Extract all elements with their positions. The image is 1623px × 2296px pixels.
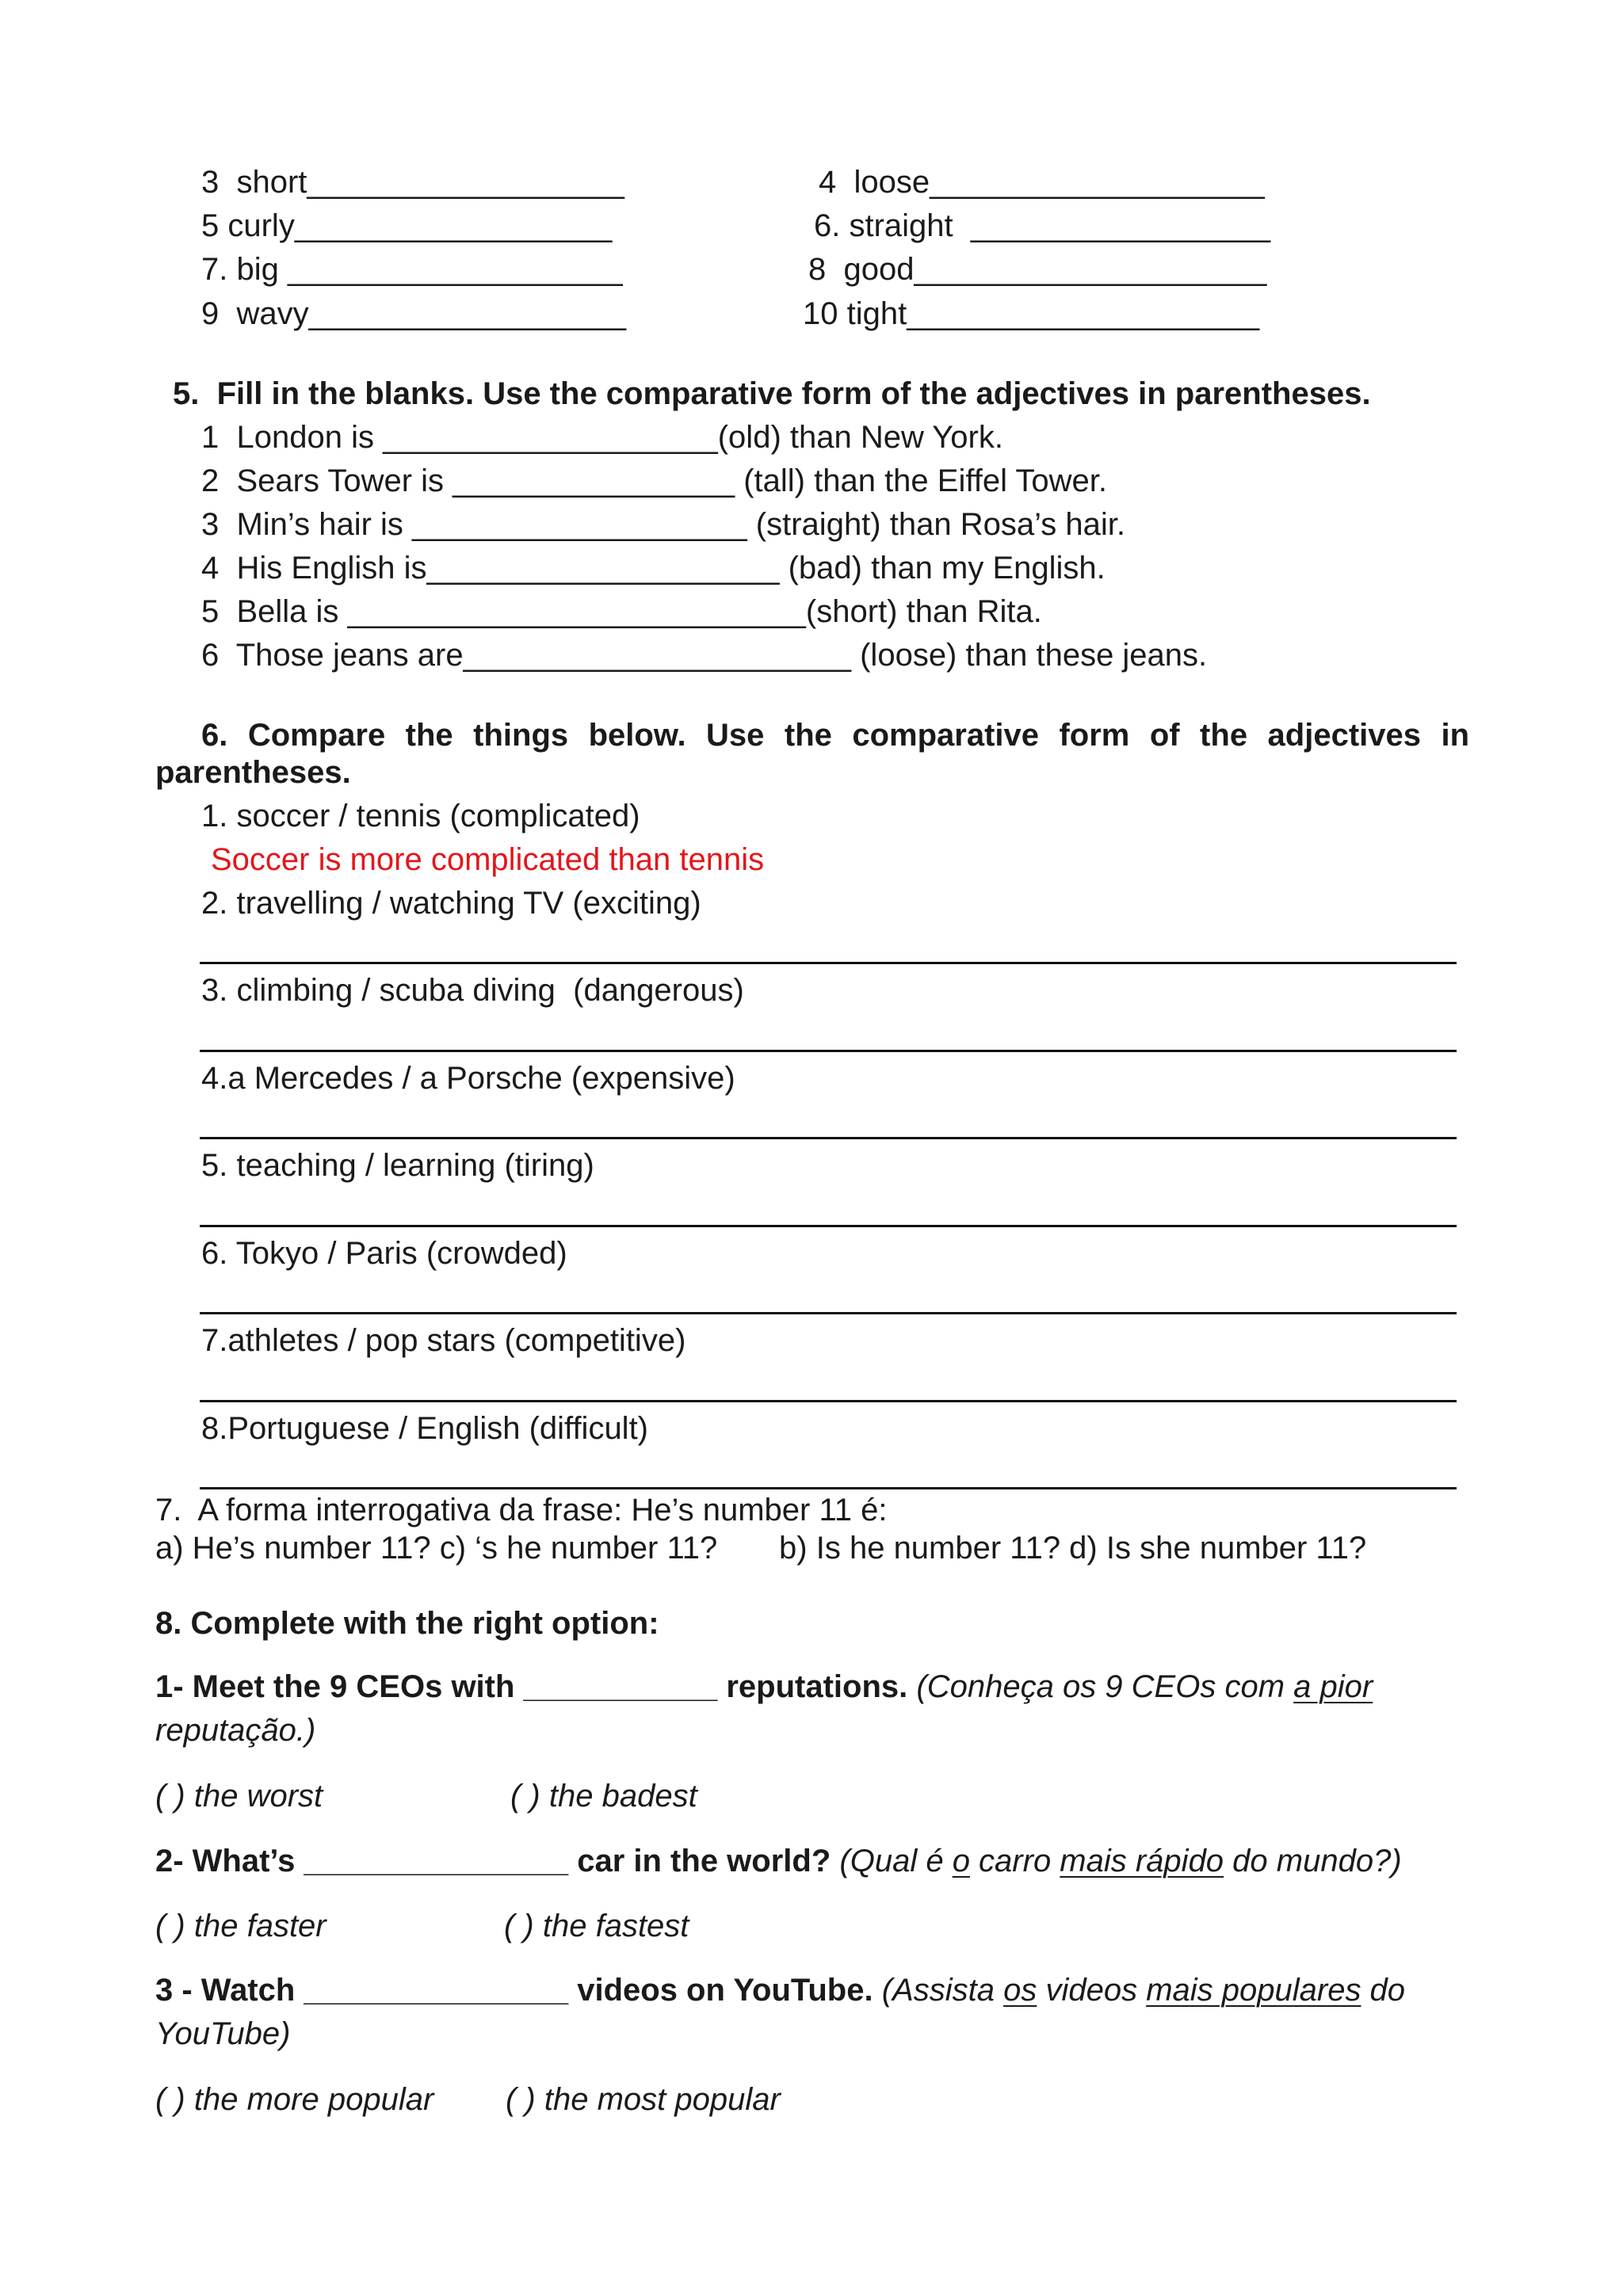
translation: (Conheça os 9 CEOs com bbox=[916, 1669, 1294, 1704]
ex5-item: 6 Those jeans are______________________ (loose) than these jeans. bbox=[201, 638, 1208, 673]
ex4-item: 8 good____________________ bbox=[808, 252, 1267, 287]
question-text: 1- Meet the 9 CEOs with ___________ reputations. bbox=[155, 1669, 908, 1704]
translation-cont: reputação.) bbox=[155, 1713, 316, 1748]
ex5-item: 3 Min’s hair is ___________________ (straight) than Rosa’s hair. bbox=[201, 507, 1125, 542]
ex4-item: 5 curly__________________ bbox=[201, 208, 613, 243]
translation: videos bbox=[1037, 1973, 1147, 2008]
ex8-q2 bbox=[155, 1842, 1402, 1880]
answer-line bbox=[200, 1050, 1457, 1052]
ex6-item: 5. teaching / learning (tiring) bbox=[201, 1148, 594, 1183]
translation: carro bbox=[969, 1844, 1060, 1878]
translation-underlined: mais rápido bbox=[1060, 1844, 1224, 1878]
ex4-item: 9 wavy__________________ bbox=[201, 296, 627, 331]
ex4-item: 10 tight____________________ bbox=[803, 296, 1260, 331]
answer-line bbox=[200, 1312, 1457, 1314]
question-text: 2- What’s _______________ car in the world? bbox=[155, 1844, 831, 1878]
option-badest: ( ) the badest bbox=[510, 1779, 697, 1814]
ex8-q1 bbox=[155, 1668, 1373, 1706]
ex6-item: 8.Portuguese / English (difficult) bbox=[201, 1411, 649, 1446]
ex8-q3 bbox=[155, 1971, 1405, 2009]
ex6-item: 4.a Mercedes / a Porsche (expensive) bbox=[201, 1061, 735, 1096]
option-worst: ( ) the worst bbox=[155, 1779, 323, 1814]
ex4-item: 3 short__________________ bbox=[201, 165, 624, 200]
ex4-item: 7. big ___________________ bbox=[201, 252, 623, 287]
ex6-item: 2. travelling / watching TV (exciting) bbox=[201, 886, 701, 921]
option-fastest: ( ) the fastest bbox=[504, 1909, 689, 1943]
ex7-options: a) He’s number 11? c) ‘s he number 11? b) Is he number 11? d) Is she number 11? bbox=[155, 1531, 1367, 1566]
ex4-item: 6. straight _________________ bbox=[814, 208, 1271, 243]
ex6-example-answer: Soccer is more complicated than tennis bbox=[211, 842, 765, 877]
answer-line bbox=[200, 1400, 1457, 1402]
ex6-item: 6. Tokyo / Paris (crowded) bbox=[201, 1236, 567, 1271]
ex6-item: 1. soccer / tennis (complicated) bbox=[201, 799, 640, 833]
translation: (Assista bbox=[881, 1973, 1004, 2008]
ex6-item: 3. climbing / scuba diving (dangerous) bbox=[201, 973, 744, 1008]
ex6-item: 7.athletes / pop stars (competitive) bbox=[201, 1323, 686, 1358]
answer-line bbox=[200, 962, 1457, 964]
ex6-heading-cont: parentheses. bbox=[155, 755, 351, 790]
translation: do bbox=[1361, 1973, 1406, 2008]
ex7-question: 7. A forma interrogativa da frase: He’s number 11 é: bbox=[155, 1493, 888, 1527]
option-more-popular: ( ) the more popular bbox=[155, 2082, 434, 2117]
ex8-heading: 8. Complete with the right option: bbox=[155, 1606, 659, 1641]
translation-cont: YouTube) bbox=[155, 2016, 291, 2051]
ex5-item: 4 His English is____________________ (bad) than my English. bbox=[201, 551, 1106, 585]
translation-underlined: o bbox=[952, 1844, 970, 1878]
option-most-popular: ( ) the most popular bbox=[506, 2082, 781, 2117]
translation-underlined: os bbox=[1003, 1973, 1037, 2008]
ex4-item: 4 loose___________________ bbox=[819, 165, 1265, 200]
translation-underlined: a pior bbox=[1293, 1669, 1373, 1704]
ex5-item: 5 Bella is __________________________(short) than Rita. bbox=[201, 594, 1042, 629]
ex5-heading: 5. Fill in the blanks. Use the comparative form of the adjectives in parentheses. bbox=[173, 376, 1371, 411]
translation: do mundo?) bbox=[1224, 1844, 1402, 1878]
answer-line bbox=[200, 1225, 1457, 1227]
option-faster: ( ) the faster bbox=[155, 1909, 327, 1943]
answer-line bbox=[200, 1137, 1457, 1139]
ex6-heading: 6. Compare the things below. Use the comparative form of the adjectives in bbox=[201, 718, 1469, 753]
translation-underlined: mais populares bbox=[1146, 1973, 1361, 2008]
translation: (Qual é bbox=[839, 1844, 953, 1878]
ex5-item: 1 London is ___________________(old) than New York. bbox=[201, 420, 1003, 455]
ex5-item: 2 Sears Tower is ________________ (tall) than the Eiffel Tower. bbox=[201, 463, 1107, 498]
question-text: 3 - Watch _______________ videos on YouTube. bbox=[155, 1973, 873, 2008]
answer-line bbox=[200, 1487, 1457, 1489]
